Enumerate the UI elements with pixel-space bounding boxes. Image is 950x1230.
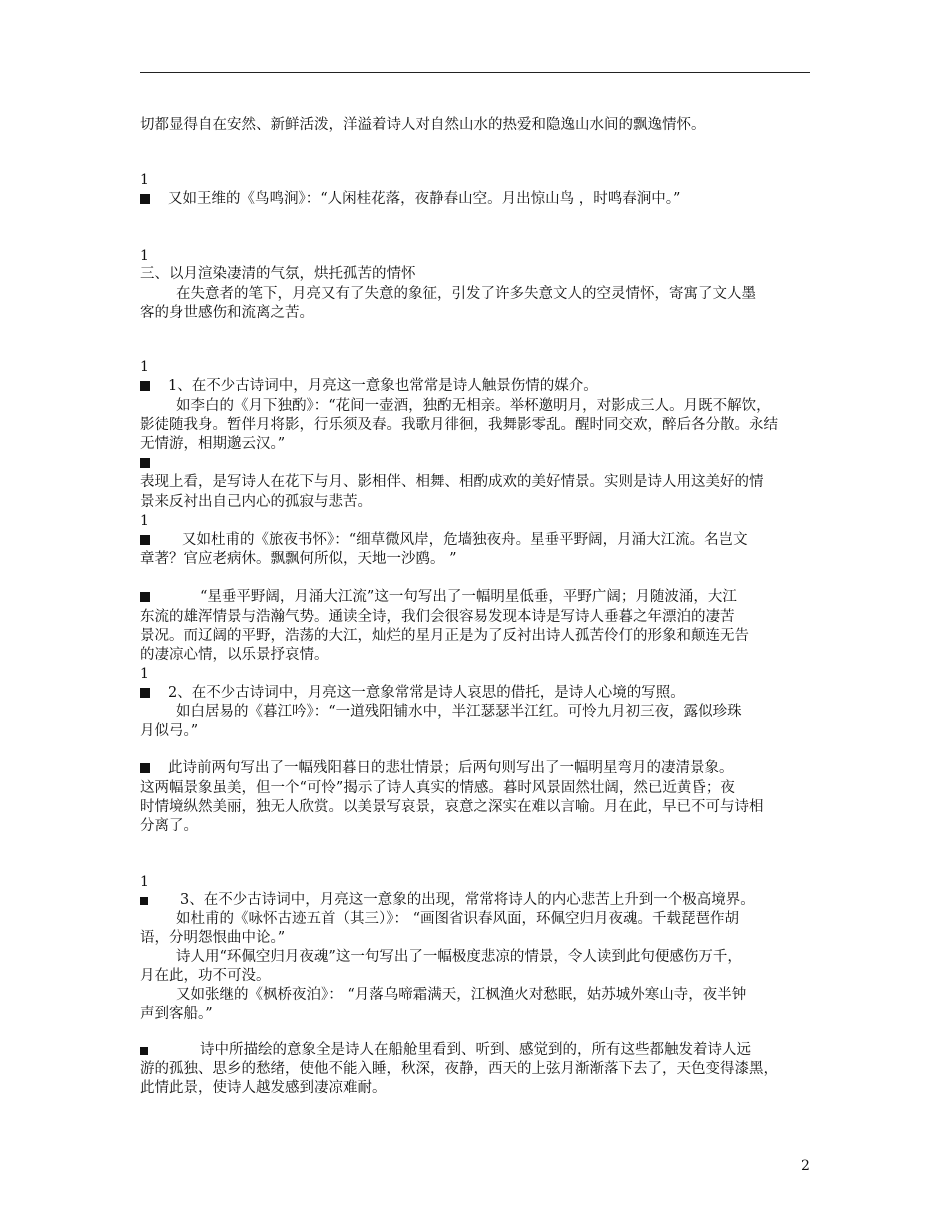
text-line: 这两幅景象虽美，但一个“可怜”揭示了诗人真实的情感。暮时风景固然壮阔，然已近黄昏；夜 [140,780,735,796]
text-line: 的凄凉心情，以乐景抒哀情。 [140,647,329,663]
footnote-marker: 1 [140,359,149,375]
footnote-marker: 1 [140,666,149,682]
section-heading: 三、以月渲染凄清的气氛，烘托孤苦的情怀 [140,266,416,282]
bullet-square-icon [140,688,150,698]
bullet-square-icon [140,458,150,468]
footnote-marker: 1 [140,874,149,890]
text-line: 东流的雄浑情景与浩瀚气势。通读全诗，我们会很容易发现本诗是写诗人垂暮之年漂泊的凄苦 [140,609,735,625]
bullet-square-icon [140,381,150,391]
bullet-square-icon [140,763,150,773]
text-line: 月似弓。” [140,723,199,739]
text-line: 章著？官应老病休。飘飘何所似，天地一沙鸥。 ” [140,551,457,567]
text-line: 客的身世感伤和流离之苦。 [140,305,314,321]
text-line [140,453,168,473]
footnote-marker: 1 [140,513,149,529]
bullet-square-icon [140,897,148,905]
text-line: 语，分明怨恨曲中论。” [140,930,286,946]
text-line: 游的孤独、思乡的愁绪，使他不能入睡，秋深，夜静，西天的上弦月渐渐落下去了，天色变得漆黑， [140,1061,778,1077]
text-line: 诗中所描绘的意象全是诗人在船舱里看到、听到、感觉到的，所有这些都触发着诗人远 [140,1040,751,1060]
text-line: 此诗前两句写出了一幅残阳暮日的悲壮情景；后两句则写出了一幅明星弯月的凄清景象。 [140,758,734,778]
text-line: 景来反衬出自己内心的孤寂与悲苦。 [140,494,372,510]
text-line: 月在此，功不可没。 [140,968,271,984]
footnote-marker: 1 [140,172,149,188]
text-line: 切都显得自在安然、新鲜活泼，洋溢着诗人对自然山水的热爱和隐逸山水间的飘逸情怀。 [140,117,706,133]
text-line: 如白居易的《暮江吟》：“一道残阳铺水中，半江瑟瑟半江红。可怜九月初三夜，露似珍珠 [176,704,742,720]
text-line: 又如杜甫的《旅夜书怀》：“细草微风岸，危墙独夜舟。星垂平野阔，月涌大江流。名岂文 [140,530,748,550]
bullet-square-icon [140,1047,148,1055]
text-line: 表现上看，是写诗人在花下与月、影相伴、相舞、相酌成欢的美好情景。实则是诗人用这美好的情 [140,474,764,490]
text-line: 3、在不少古诗词中，月亮这一意象的出现，常常将诗人的内心悲苦上升到一个极高境界。 [140,890,755,910]
text-line: 此情此景，使诗人越发感到凄凉难耐。 [140,1080,387,1096]
footnote-marker: 1 [140,248,149,264]
text-line: “星垂平野阔，月涌大江流”这一句写出了一幅明星低垂，平野广阔；月随波涌，大江 [140,587,737,607]
header-rule [140,72,810,73]
text-line: 如李白的《月下独酌》：“花间一壶酒，独酌无相亲。举杯邀明月，对影成三人。月既不解饮， [176,398,771,414]
page-number: 2 [801,1158,810,1174]
text-line: 诗人用“环佩空归月夜魂”这一句写出了一幅极度悲凉的情景，令人读到此句便感伤万千， [176,949,742,965]
text-line: 在失意者的笔下，月亮又有了失意的象征，引发了许多失意文人的空灵情怀，寄寓了文人墨 [176,286,756,302]
text-line: 时情境纵然美丽，独无人欣赏。以美景写哀景，哀意之深实在难以言喻。月在此，早已不可与诗相 [140,799,764,815]
bullet-square-icon [140,535,150,545]
text-line: 景况。而辽阔的平野，浩荡的大江，灿烂的星月正是为了反衬出诗人孤苦伶仃的形象和颠连无告 [140,628,749,644]
text-line: 又如张继的《枫桥夜泊》： “月落乌啼霜满天，江枫渔火对愁眠，姑苏城外寒山寺，夜半钟 [176,987,747,1003]
text-line: 又如王维的《鸟鸣涧》：“人闲桂花落，夜静春山空。月出惊山鸟 ，时鸣春涧中。” [140,189,680,209]
text-line: 1、在不少古诗词中，月亮这一意象也常常是诗人触景伤情的媒介。 [140,376,598,396]
text-line: 分离了。 [140,818,198,834]
text-line: 2、在不少古诗词中，月亮这一意象常常是诗人哀思的借托，是诗人心境的写照。 [140,683,685,703]
text-line: 影徒随我身。暂伴月将影，行乐须及春。我歌月徘徊，我舞影零乱。醒时同交欢，醉后各分散。永结 [140,417,778,433]
text-line: 声到客船。” [140,1006,213,1022]
text-line: 如杜甫的《咏怀古迹五首（其三）》： “画图省识春风面，环佩空归月夜魂。千载琵琶作胡 [176,911,740,927]
text-line: 无情游，相期邈云汉。” [140,436,286,452]
bullet-square-icon [140,194,150,204]
bullet-square-icon [140,592,150,602]
